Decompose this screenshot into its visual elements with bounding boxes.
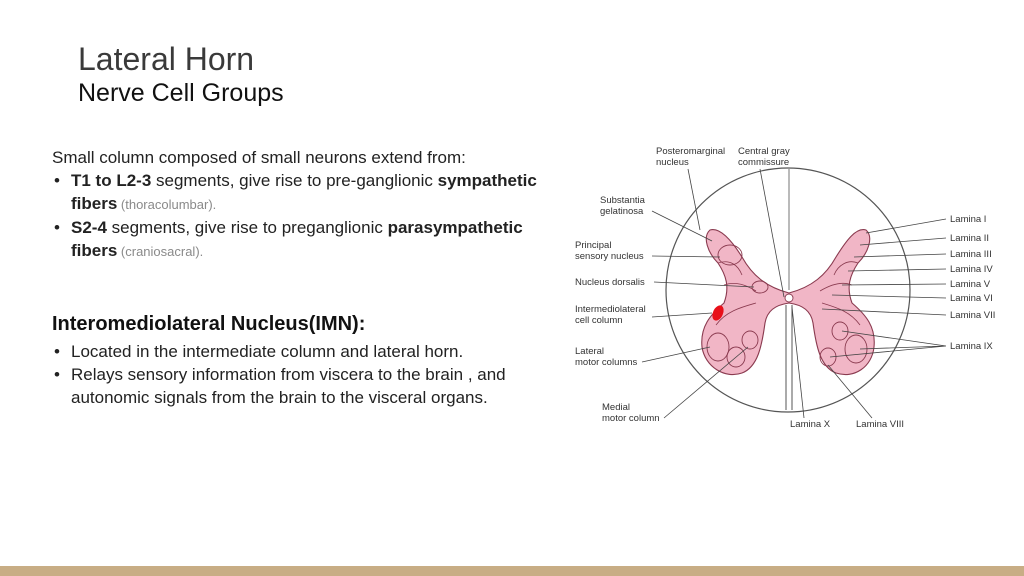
bullet-text: segments, give rise to preganglionic: [106, 218, 388, 237]
bullet-bold-term: parasympathetic fibers: [71, 218, 523, 260]
bullet-t1-l2: [52, 169, 552, 216]
intro-text: Small column composed of small neurons extend from:: [52, 148, 466, 167]
bullet-bold-term: S2-4: [71, 218, 107, 237]
label-intermediolateral: Intermediolateral cell column: [575, 304, 646, 326]
label-substantia: Substantia gelatinosa: [600, 195, 645, 217]
label-central-gray: Central gray commissure: [738, 146, 790, 168]
bullet-dot: •: [54, 365, 60, 384]
central-canal: [785, 294, 793, 302]
label-lamina-iii: Lamina III: [950, 249, 992, 260]
label-lamina-vi: Lamina VI: [950, 293, 993, 304]
leader-lateral-motor: [642, 347, 710, 362]
bullet-bold-term: sympathetic fibers: [71, 171, 537, 213]
bullet-text: Located in the intermediate column and lateral horn.: [71, 342, 464, 361]
slide-title: [78, 40, 284, 108]
bullet-note: (thoracolumbar).: [117, 197, 217, 212]
label-lamina-viii: Lamina VIII: [856, 419, 905, 430]
label-lateral-motor: Lateral motor columns: [575, 346, 638, 368]
bullet-imn-function: [52, 363, 552, 409]
title-line-1: Lateral Horn: [78, 41, 255, 77]
leader-lamina-x: [792, 307, 804, 418]
bullet-dot: •: [54, 218, 60, 237]
label-lamina-vii: Lamina VII: [950, 310, 996, 321]
label-lamina-iv: Lamina IV: [950, 264, 993, 275]
leader-lamina-i: [866, 219, 946, 233]
leader-substantia: [652, 211, 712, 241]
label-medial-motor: Medial motor column: [602, 402, 660, 424]
imn-heading: Interomediolateral Nucleus(IMN):: [52, 313, 366, 335]
bullet-imn-location: [52, 340, 552, 363]
leader-central-gray: [760, 169, 784, 297]
leader-lamina-iv: [848, 269, 946, 271]
label-lamina-ii: Lamina II: [950, 233, 990, 244]
bullet-dot: •: [54, 342, 60, 361]
leader-posteromarginal: [688, 169, 700, 230]
bullet-text: segments, give rise to pre-ganglionic: [151, 171, 438, 190]
title-line-2: Nerve Cell Groups: [78, 79, 284, 107]
leader-principal: [652, 256, 720, 257]
label-principal: Principal sensory nucleus: [575, 240, 644, 262]
cord-outline: [666, 168, 910, 412]
bullet-note: (craniosacral).: [117, 244, 204, 259]
bullet-s2-4: [52, 216, 552, 263]
label-posteromarginal: Posteromarginal nucleus: [656, 146, 726, 168]
bullet-text: Relays sensory information from viscera to the brain , and autonomic signals from the brain to the visceral organs.: [71, 365, 506, 407]
bullet-bold-term: T1 to L2-3: [71, 171, 152, 190]
leader-lamina-ii: [860, 238, 946, 245]
spinal-cord-diagram: [560, 135, 1020, 440]
leader-lamina-iii: [854, 254, 946, 257]
label-lamina-v: Lamina V: [950, 279, 991, 290]
bullet-dot: •: [54, 171, 60, 190]
median-septum: [786, 305, 792, 410]
label-lamina-i: Lamina I: [950, 214, 987, 225]
leader-lamina-v: [842, 284, 946, 285]
label-dorsalis: Nucleus dorsalis: [575, 277, 645, 288]
footer-bar: [0, 566, 1024, 576]
label-lamina-x: Lamina X: [790, 419, 831, 430]
leader-intermediolateral: [652, 313, 712, 317]
slide-content: [52, 146, 552, 409]
label-lamina-ix: Lamina IX: [950, 341, 993, 352]
